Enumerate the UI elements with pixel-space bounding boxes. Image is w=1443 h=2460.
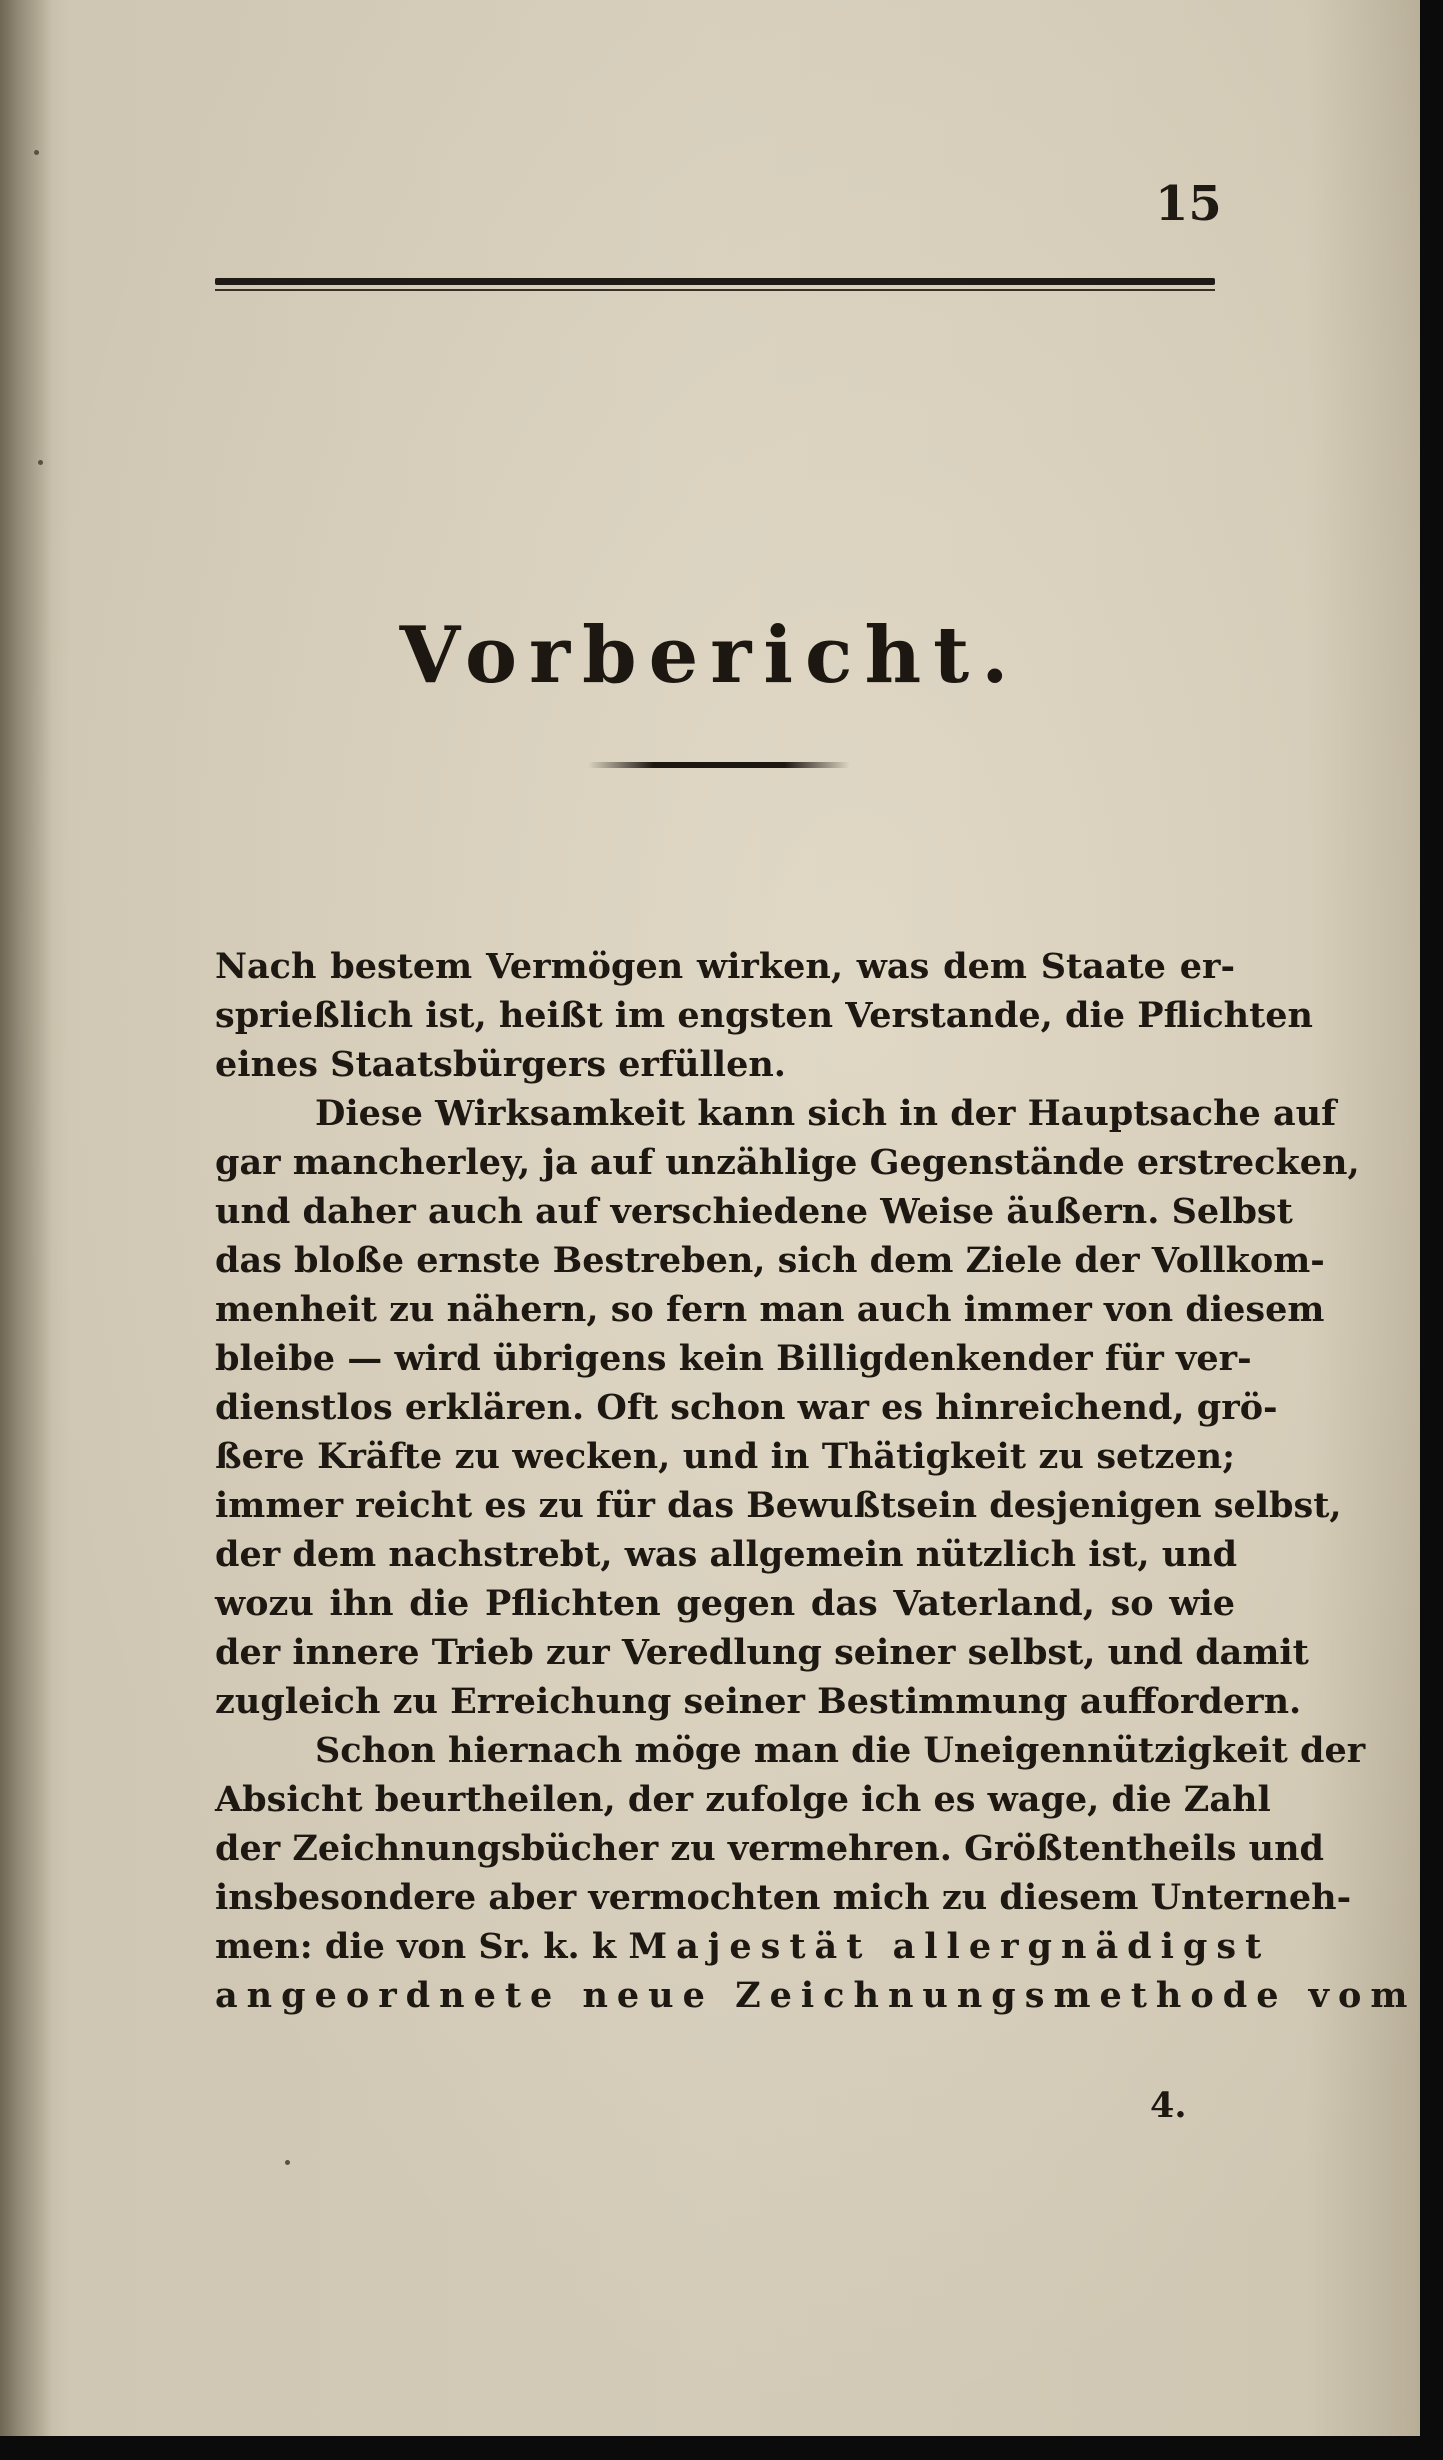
scan-edge-right	[1420, 0, 1443, 2460]
text-line: Absicht beurtheilen, der zufolge ich es wage, die Zahl	[215, 1779, 1271, 1820]
text-line: der innere Trieb zur Veredlung seiner selbst, und damit	[215, 1632, 1309, 1673]
text-line: insbesondere aber vermochten mich zu diesem Unterneh-	[215, 1877, 1352, 1918]
text-line-spaced	[215, 1971, 1417, 2020]
scan-edge-bottom	[0, 2436, 1443, 2460]
text-line: gar mancherley, ja auf unzählige Gegenstände erstrecken,	[215, 1142, 1360, 1183]
text-line: zugleich zu Erreichung seiner Bestimmung auffordern.	[215, 1681, 1302, 1722]
text-line: eines Staatsbürgers erfüllen.	[215, 1044, 786, 1085]
text-line: menheit zu nähern, so fern man auch immer von diesem	[215, 1289, 1325, 1330]
text-line: das bloße ernste Bestreben, sich dem Ziele der Vollkom-	[215, 1240, 1325, 1281]
text-line: immer reicht es zu für das Bewußtsein desjenigen selbst,	[215, 1485, 1342, 1526]
header-rule	[215, 278, 1215, 285]
header-rule-hairline	[215, 289, 1215, 291]
catchword: 4.	[1150, 2085, 1187, 2126]
text-line: dienstlos erklären. Oft schon war es hinreichend, grö-	[215, 1387, 1278, 1428]
spaced-emphasis: Majestät allergnädigst	[628, 1926, 1271, 1967]
page-title: Vorbericht.	[399, 610, 1021, 701]
spaced-emphasis: angeordnete neue Zeichnungsmethode vom	[215, 1975, 1417, 2016]
body-text	[215, 942, 1417, 2020]
text-line: ßere Kräfte zu wecken, und in Thätigkeit zu setzen;	[215, 1436, 1235, 1477]
text-line: und daher auch auf verschiedene Weise äußern. Selbst	[215, 1191, 1293, 1232]
text-segment: men: die von Sr. k. k	[215, 1926, 617, 1967]
text-line-mixed	[215, 1922, 1271, 1971]
text-line: Diese Wirksamkeit kann sich in der Hauptsache auf	[315, 1093, 1337, 1134]
paper-speck	[285, 2160, 290, 2165]
title-ornament-rule	[588, 762, 850, 768]
page-number: 15	[1155, 176, 1222, 232]
text-line: sprießlich ist, heißt im engsten Verstande, die Pflichten	[215, 995, 1313, 1036]
text-line: bleibe — wird übrigens kein Billigdenkender für ver-	[215, 1338, 1252, 1379]
paper-speck	[34, 150, 39, 155]
gutter-shadow	[0, 0, 52, 2436]
paper-speck	[38, 460, 43, 465]
text-line: wozu ihn die Pflichten gegen das Vaterland, so wie	[215, 1583, 1235, 1624]
text-line: der dem nachstrebt, was allgemein nützlich ist, und	[215, 1534, 1238, 1575]
text-line: Nach bestem Vermögen wirken, was dem Staate er-	[215, 946, 1235, 987]
text-line: der Zeichnungsbücher zu vermehren. Größtentheils und	[215, 1828, 1325, 1869]
text-line: Schon hiernach möge man die Uneigennützigkeit der	[315, 1730, 1366, 1771]
